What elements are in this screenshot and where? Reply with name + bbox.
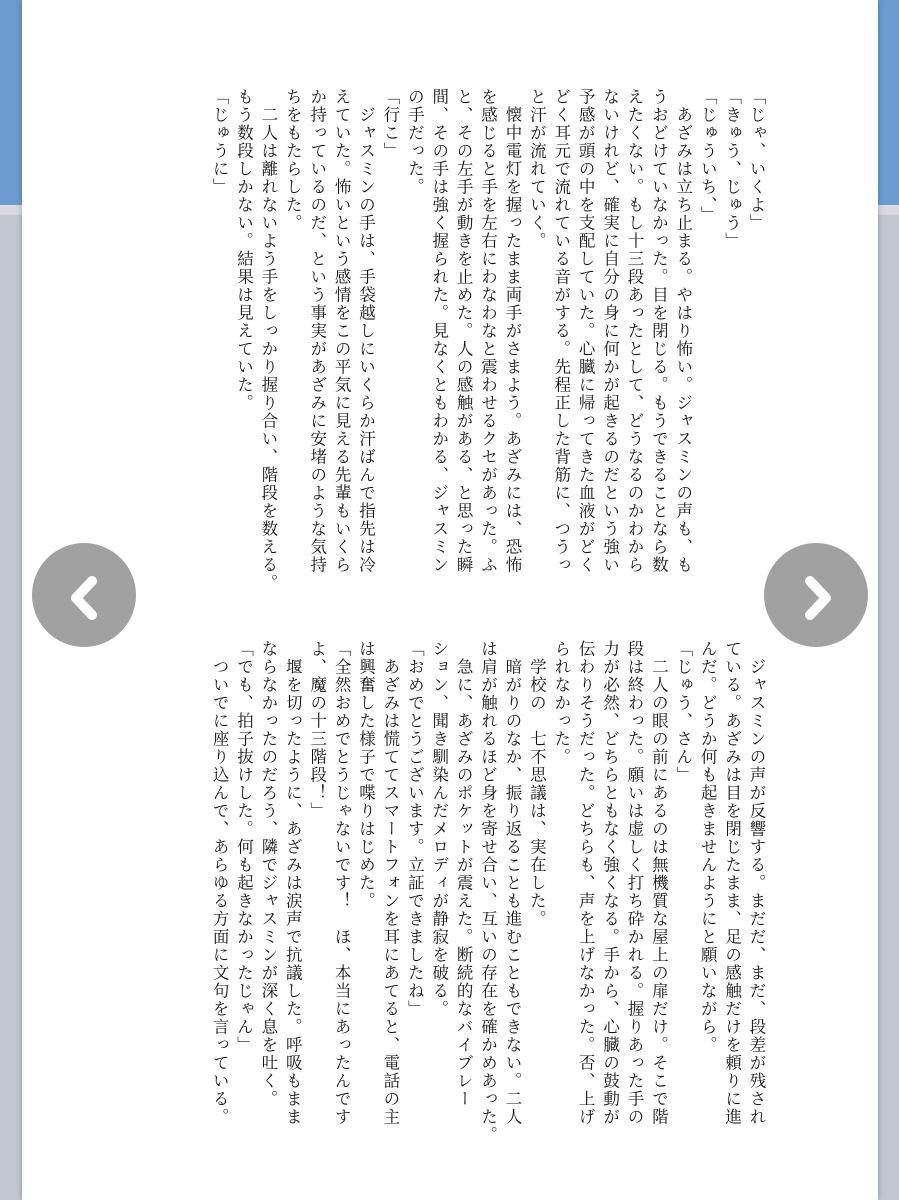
text-line: られなかった。	[551, 640, 571, 766]
text-line: ないけれど、確実に自分の身に何かが起きるのだという強い	[600, 88, 620, 574]
text-line: あざみは慌ててスマートフォンを耳にあてると、電話の主	[380, 640, 400, 1126]
text-line: ならなかったのだろう、隣でジャスミンが深く息を吐く。	[258, 640, 278, 1108]
text-line: と、その左手が動きを止めた。人の感触がある、と思った瞬	[454, 88, 474, 574]
text-line: 「じゅういち、」	[698, 88, 718, 224]
text-line: 「じゅう、さん」	[673, 640, 693, 784]
text-line: 二人は離れないよう手をしっかり握り合い、階段を数える。	[258, 88, 278, 592]
text-line: ている。あざみは目を閉じたまま、足の感触だけを頼りに進	[722, 640, 742, 1126]
text-line: 間、その手は強く握られた。見なくともわかる、ジャスミン	[429, 88, 449, 574]
text-line: 暗がりのなか、振り返ることも進むこともできない。二人	[502, 640, 522, 1126]
text-line: ジャスミンの手は、手袋越しにいくらか汗ばんで指先は冷	[356, 88, 376, 574]
text-line: と汗が流れていく。	[527, 88, 547, 250]
text-line: えていた。怖いという感情をこの平気に見える先輩もいくら	[332, 88, 352, 574]
text-line: 予感が頭の中を支配していた。心臓に帰ってきた血液がどく	[576, 88, 596, 574]
text-line: ション、聞き馴染んだメロディが静寂を破る。	[429, 640, 449, 1018]
next-page-button[interactable]	[764, 543, 868, 647]
text-line: か持っているのだ、という事実があざみに安堵のような気持	[307, 88, 327, 574]
text-line: あざみは立ち止まる。やはり怖い。ジャスミンの声も、も	[673, 88, 693, 574]
text-line: を感じると手を左右にわなわなと震わせるクセがあった。ふ	[478, 88, 498, 574]
previous-page-button[interactable]	[32, 543, 136, 647]
text-line: 急に、あざみのポケットが震えた。断続的なバイブレー	[454, 640, 474, 1108]
text-line: んだ。どうか何も起きませんようにと願いながら。	[698, 640, 718, 1054]
text-line: よ、魔の十三階段！」	[307, 640, 327, 820]
vertical-text-upper-block	[207, 88, 768, 592]
text-line: ちをもたらした。	[283, 88, 303, 232]
text-line: 段は終わった。願いは虚しく打ち砕かれる。握りあった手の	[624, 640, 644, 1126]
text-line: は肩が触れるほど身を寄せ合い、互いの存在を確かめあった。	[478, 640, 498, 1144]
text-line: ジャスミンの声が反響する。まだだ、まだ、段差が残され	[747, 640, 766, 1126]
text-line: えたくない。もし十三段あったとして、どうなるのかわから	[624, 88, 644, 574]
chevron-right-icon	[764, 543, 868, 647]
vertical-text-lower-block	[207, 640, 768, 1144]
text-line: 「行こ」	[380, 88, 400, 160]
text-line: の手だった。	[405, 88, 425, 196]
text-line: ついでに座り込んで、あらゆる方面に文句を言っている。	[210, 640, 230, 1126]
text-line: 力が必然、どちらともなく強くなる。手から、心臓の鼓動が	[600, 640, 620, 1126]
text-line: は興奮した様子で喋りはじめた。	[356, 640, 376, 910]
text-line: 懐中電灯を握ったまま両手がさまよう。あざみには、恐怖	[502, 88, 522, 574]
text-line: 学校の 七不思議は、実在した。	[527, 640, 547, 928]
chevron-left-icon	[32, 543, 136, 647]
text-line: 伝わりそうだった。どちらも、声を上げなかった。否、上げ	[576, 640, 596, 1126]
text-line: 「でも、拍子抜けした。何も起きなかったじゃん」	[234, 640, 254, 1054]
text-line: うおどけていなかった。目を閉じる。もうできることなら数	[649, 88, 669, 574]
text-line: 二人の眼の前にあるのは無機質な屋上の扉だけ。そこで階	[649, 640, 669, 1126]
book-page	[22, 0, 878, 1200]
text-line: 「きゅう、じゅう」	[722, 88, 742, 250]
text-line: 「じゅうに」	[210, 88, 230, 196]
text-line: 堰を切ったように、あざみは涙声で抗議した。呼吸もまま	[283, 640, 303, 1126]
text-line: 「全然おめでとうじゃないです！ ほ、本当にあったんです	[332, 640, 352, 1126]
text-line: どく耳元で流れている音がする。先程正した背筋に、つうっ	[551, 88, 571, 574]
text-line: 「じゃ、いくよ」	[747, 88, 766, 232]
text-line: 「おめでとうございます。立証できましたね」	[405, 640, 425, 1018]
text-line: もう数段しかない。結果は見えていた。	[234, 88, 254, 412]
